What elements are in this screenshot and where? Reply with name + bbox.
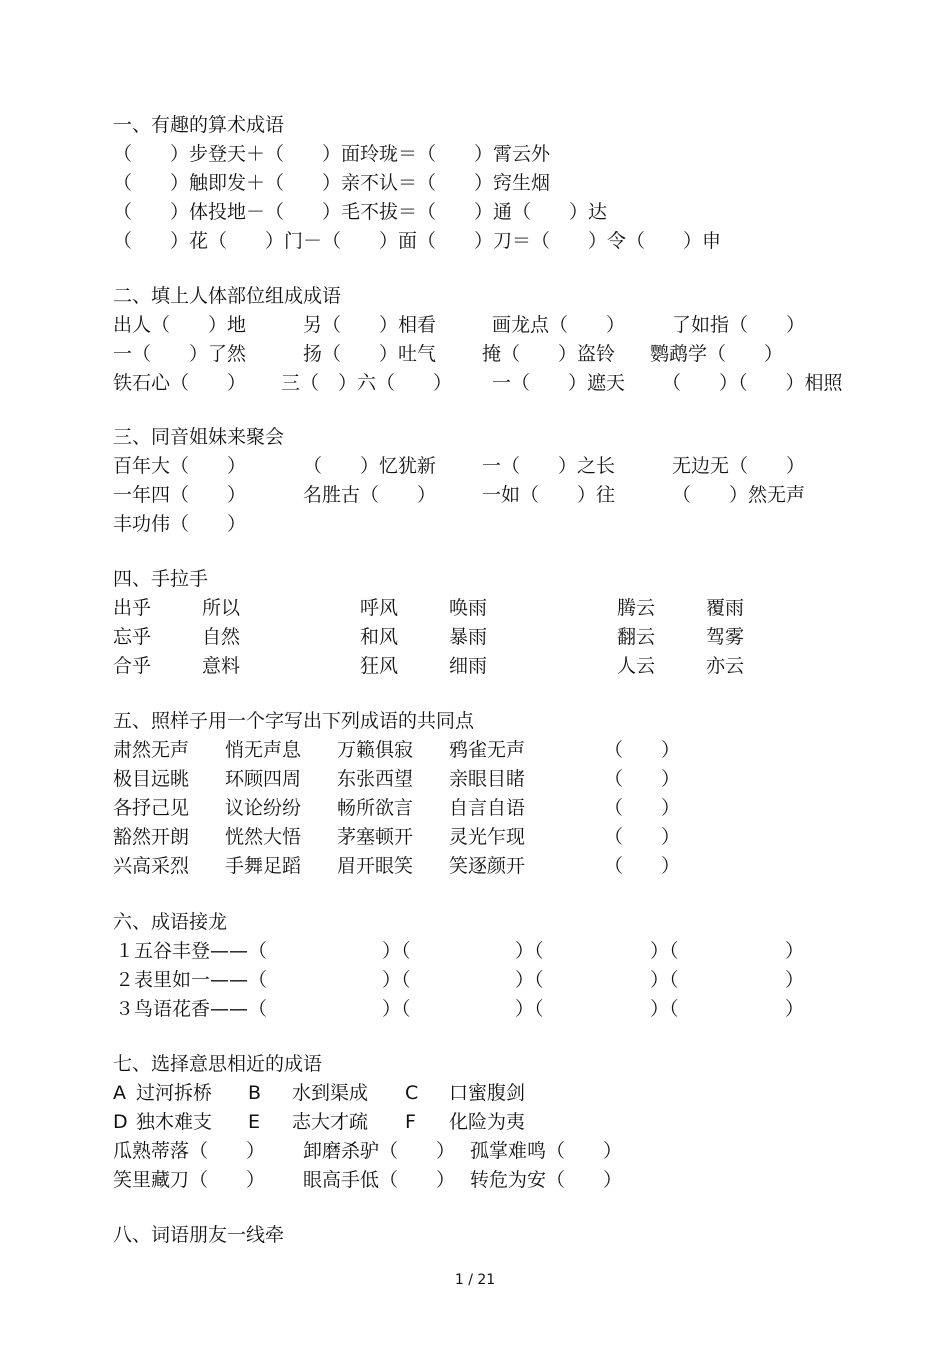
word-item: 驾雾 xyxy=(706,626,745,648)
idiom-blank: 一（ ）了然 xyxy=(113,343,247,365)
section-2-heading-row xyxy=(0,281,950,311)
section-6-row xyxy=(0,936,950,966)
chain-blank: ）（ xyxy=(382,969,411,991)
word-item: 暴雨 xyxy=(449,626,488,648)
answer-blank: （ ） xyxy=(604,826,681,848)
section-heading: 一、有趣的算术成语 xyxy=(113,114,285,136)
word-item: 出乎 xyxy=(113,597,152,619)
idiom-item: 笑逐颜开 xyxy=(449,855,526,877)
section-5-row xyxy=(0,851,950,881)
homophone-blank: 一如（ ）往 xyxy=(482,484,616,506)
idiom-item: 兴高采烈 xyxy=(113,855,190,877)
word-item: 呼风 xyxy=(360,597,399,619)
option-idiom: 化险为夷 xyxy=(449,1111,526,1133)
idiom-item: 手舞足蹈 xyxy=(225,855,302,877)
answer-blank: （ ） xyxy=(604,797,681,819)
idiom-blank: 掩（ ）盗铃 xyxy=(482,343,616,365)
chain-start: ２表里如一——（ xyxy=(115,969,268,991)
idiom-item: 豁然开朗 xyxy=(113,826,190,848)
homophone-blank: （ ）然无声 xyxy=(672,484,806,506)
section-1-line xyxy=(0,168,950,198)
idiom-blank: 出人（ ）地 xyxy=(113,314,247,336)
word-item: 意料 xyxy=(202,655,241,677)
question-idiom: 眼高手低（ ） xyxy=(303,1169,456,1191)
section-4-row xyxy=(0,622,950,652)
section-1-heading-row xyxy=(0,110,950,140)
current-page: 1 xyxy=(454,1272,464,1288)
idiom-item: 眉开眼笑 xyxy=(337,855,414,877)
section-7-question-row xyxy=(0,1136,950,1166)
idiom-blank: 铁石心（ ） xyxy=(113,372,247,394)
idiom-item: 茅塞顿开 xyxy=(337,826,414,848)
idiom-blank: 三（ ）六（ ） xyxy=(281,372,453,394)
word-item: 翻云 xyxy=(617,626,656,648)
question-idiom: 孤掌难鸣（ ） xyxy=(470,1140,623,1162)
word-item: 覆雨 xyxy=(706,597,745,619)
idiom-blank: 扬（ ）吐气 xyxy=(303,343,437,365)
section-4-row xyxy=(0,593,950,623)
section-3-row xyxy=(0,509,950,539)
idiom-item: 恍然大悟 xyxy=(225,826,302,848)
question-idiom: 转危为安（ ） xyxy=(470,1169,623,1191)
option-idiom: 独木难支 xyxy=(136,1111,213,1133)
word-item: 忘乎 xyxy=(113,626,152,648)
idiom-item: 极目远眺 xyxy=(113,768,190,790)
idiom-item: 各抒己见 xyxy=(113,797,190,819)
idiom-blank: 鹦鹉学（ ） xyxy=(650,343,784,365)
homophone-blank: 无边无（ ） xyxy=(672,455,806,477)
idiom-item: 自言自语 xyxy=(449,797,526,819)
section-8-heading-row xyxy=(0,1220,950,1250)
word-item: 所以 xyxy=(202,597,241,619)
option-letter: A xyxy=(113,1082,126,1104)
section-heading: 二、填上人体部位组成成语 xyxy=(113,285,342,307)
section-6-heading-row xyxy=(0,907,950,937)
section-heading: 七、选择意思相近的成语 xyxy=(113,1053,323,1075)
idiom-item: 悄无声息 xyxy=(225,739,302,761)
chain-blank: ）（ xyxy=(515,998,544,1020)
section-7-heading-row xyxy=(0,1049,950,1079)
homophone-blank: （ ）忆犹新 xyxy=(303,455,437,477)
arithmetic-idiom-line: （ ）步登天＋（ ）面玲珑＝（ ）霄云外 xyxy=(113,143,551,165)
section-5-row xyxy=(0,764,950,794)
section-1-line xyxy=(0,226,950,256)
idiom-blank: 一（ ）遮天 xyxy=(492,372,626,394)
option-letter: C xyxy=(405,1082,419,1104)
chain-blank: ）（ xyxy=(515,969,544,991)
section-heading: 五、照样子用一个字写出下列成语的共同点 xyxy=(113,710,475,732)
section-4-heading-row xyxy=(0,564,950,594)
chain-start: ３鸟语花香——（ xyxy=(115,998,268,1020)
idiom-blank: （ ）（ ）相照 xyxy=(662,372,843,394)
word-item: 腾云 xyxy=(617,597,656,619)
word-item: 和风 xyxy=(360,626,399,648)
section-7-option-row xyxy=(0,1107,950,1137)
idiom-item: 畅所欲言 xyxy=(337,797,414,819)
idiom-blank: 了如指（ ） xyxy=(672,314,806,336)
option-letter: D xyxy=(113,1111,128,1133)
word-item: 唤雨 xyxy=(449,597,488,619)
arithmetic-idiom-line: （ ）触即发＋（ ）亲不认＝（ ）窍生烟 xyxy=(113,172,551,194)
section-2-row xyxy=(0,368,950,398)
idiom-item: 环顾四周 xyxy=(225,768,302,790)
section-heading: 四、手拉手 xyxy=(113,568,209,590)
option-idiom: 水到渠成 xyxy=(292,1082,369,1104)
chain-blank: ）（ xyxy=(650,998,679,1020)
option-idiom: 口蜜腹剑 xyxy=(449,1082,526,1104)
option-letter: E xyxy=(248,1111,261,1133)
idiom-item: 肃然无声 xyxy=(113,739,190,761)
chain-blank: ）（ xyxy=(382,998,411,1020)
option-letter: F xyxy=(405,1111,416,1133)
section-3-row xyxy=(0,480,950,510)
section-2-row xyxy=(0,339,950,369)
idiom-item: 鸦雀无声 xyxy=(449,739,526,761)
word-item: 狂风 xyxy=(360,655,399,677)
arithmetic-idiom-line: （ ）花（ ）门－（ ）面（ ）刀＝（ ）令（ ）申 xyxy=(113,230,722,252)
arithmetic-idiom-line: （ ）体投地－（ ）毛不拔＝（ ）通（ ）达 xyxy=(113,201,608,223)
word-item: 合乎 xyxy=(113,655,152,677)
question-idiom: 卸磨杀驴（ ） xyxy=(303,1140,456,1162)
section-heading: 六、成语接龙 xyxy=(113,911,228,933)
idiom-item: 万籁俱寂 xyxy=(337,739,414,761)
section-heading: 八、词语朋友一线牵 xyxy=(113,1224,285,1246)
section-6-row xyxy=(0,994,950,1024)
chain-blank: ）（ xyxy=(650,969,679,991)
homophone-blank: 一年四（ ） xyxy=(113,484,247,506)
chain-blank: ） xyxy=(785,940,805,962)
question-idiom: 瓜熟蒂落（ ） xyxy=(113,1140,266,1162)
section-3-heading-row xyxy=(0,422,950,452)
word-item: 人云 xyxy=(617,655,656,677)
section-2-row xyxy=(0,310,950,340)
total-pages: 21 xyxy=(477,1272,496,1288)
section-heading: 三、同音姐妹来聚会 xyxy=(113,426,285,448)
chain-blank: ）（ xyxy=(650,940,679,962)
word-item: 细雨 xyxy=(449,655,488,677)
homophone-blank: 名胜古（ ） xyxy=(303,484,437,506)
chain-blank: ） xyxy=(785,969,805,991)
idiom-item: 亲眼目睹 xyxy=(449,768,526,790)
idiom-item: 议论纷纷 xyxy=(225,797,302,819)
section-1-line xyxy=(0,139,950,169)
idiom-item: 灵光乍现 xyxy=(449,826,526,848)
section-7-option-row xyxy=(0,1078,950,1108)
section-3-row xyxy=(0,451,950,481)
option-letter: B xyxy=(248,1082,262,1104)
homophone-blank: 百年大（ ） xyxy=(113,455,247,477)
section-1-line xyxy=(0,197,950,227)
section-5-row xyxy=(0,735,950,765)
section-6-row xyxy=(0,965,950,995)
answer-blank: （ ） xyxy=(604,768,681,790)
chain-blank: ） xyxy=(785,998,805,1020)
section-5-heading-row xyxy=(0,706,950,736)
chain-blank: ）（ xyxy=(515,940,544,962)
section-5-row xyxy=(0,793,950,823)
chain-blank: ）（ xyxy=(382,940,411,962)
word-item: 亦云 xyxy=(706,655,745,677)
section-4-row xyxy=(0,651,950,681)
idiom-blank: 另（ ）相看 xyxy=(303,314,437,336)
word-item: 自然 xyxy=(202,626,241,648)
answer-blank: （ ） xyxy=(604,855,681,877)
homophone-blank: 丰功伟（ ） xyxy=(113,513,247,535)
answer-blank: （ ） xyxy=(604,739,681,761)
homophone-blank: 一（ ）之长 xyxy=(482,455,616,477)
section-7-question-row xyxy=(0,1165,950,1195)
idiom-blank: 画龙点（ ） xyxy=(492,314,626,336)
page-number xyxy=(0,1272,950,1288)
chain-start: １五谷丰登——（ xyxy=(115,940,268,962)
option-idiom: 志大才疏 xyxy=(292,1111,369,1133)
option-idiom: 过河拆桥 xyxy=(136,1082,213,1104)
idiom-item: 东张西望 xyxy=(337,768,414,790)
section-5-row xyxy=(0,822,950,852)
question-idiom: 笑里藏刀（ ） xyxy=(113,1169,266,1191)
page-separator: / xyxy=(468,1272,473,1288)
